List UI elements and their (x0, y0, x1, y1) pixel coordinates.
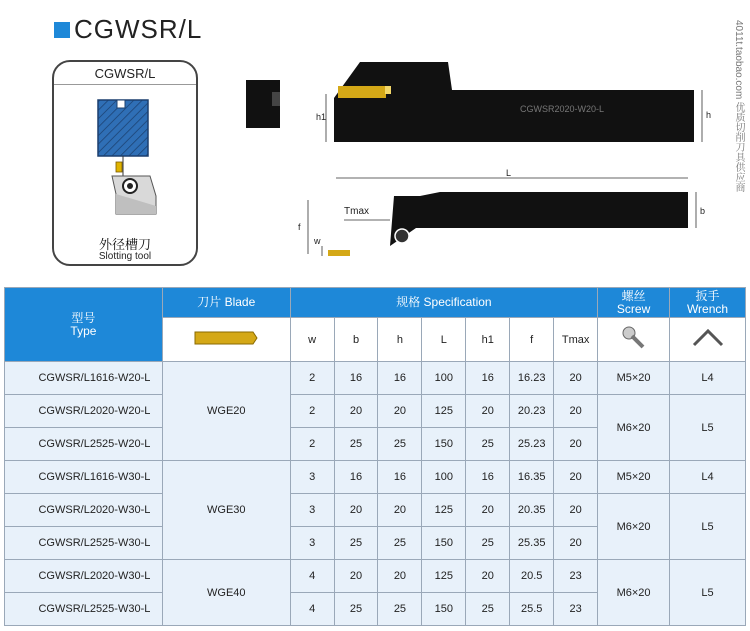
cell-b: 25 (334, 527, 378, 560)
col-header-h1: h1 (466, 318, 510, 362)
wrench-cell: L4 (670, 461, 746, 494)
card-divider (54, 84, 196, 85)
blade-image-cell (162, 318, 290, 362)
dim-w-label: w (314, 236, 321, 246)
table-row (5, 362, 746, 395)
cell-Tmax: 20 (554, 461, 598, 494)
cell-w: 2 (290, 395, 334, 428)
type-header: 型号 Type (5, 288, 163, 362)
screw-cell: M6×20 (598, 560, 670, 626)
cell-h1: 16 (466, 362, 510, 395)
cell-w: 4 (290, 593, 334, 626)
cell-h1: 25 (466, 593, 510, 626)
col-header-L: L (422, 318, 466, 362)
cell-h1: 25 (466, 428, 510, 461)
screw-cell: M6×20 (598, 395, 670, 461)
cell-Tmax: 20 (554, 395, 598, 428)
type-cell: CGWSR/L2020-W20-L (5, 395, 163, 428)
cell-b: 20 (334, 395, 378, 428)
cell-h1: 20 (466, 494, 510, 527)
blade-cell: WGE40 (162, 560, 290, 626)
cell-h: 20 (378, 560, 422, 593)
col-header-f: f (510, 318, 554, 362)
cell-h: 25 (378, 593, 422, 626)
cell-b: 25 (334, 593, 378, 626)
col-header-h: h (378, 318, 422, 362)
blade-cell: WGE20 (162, 362, 290, 461)
cell-h: 25 (378, 527, 422, 560)
wrench-cell: L5 (670, 494, 746, 560)
cell-w: 3 (290, 494, 334, 527)
cell-L: 100 (422, 362, 466, 395)
cell-b: 16 (334, 362, 378, 395)
table-row (5, 560, 746, 593)
cell-L: 150 (422, 593, 466, 626)
title-marker (54, 22, 70, 38)
cell-h: 20 (378, 395, 422, 428)
watermark: 4011t.taobao.com 优质切削刀具供应商 (733, 20, 744, 193)
dim-Tmax-label: Tmax (344, 206, 369, 217)
product-card (52, 60, 198, 266)
dim-b-label: b (700, 206, 706, 216)
cell-L: 125 (422, 560, 466, 593)
holder-side-view (334, 62, 694, 142)
col-header-w: w (290, 318, 334, 362)
cell-Tmax: 23 (554, 560, 598, 593)
holder-engraving: CGWSR2020-W20-L (520, 104, 605, 114)
cell-h1: 20 (466, 560, 510, 593)
card-caption-en: Slotting tool (98, 251, 152, 262)
type-cell: CGWSR/L1616-W20-L (5, 362, 163, 395)
cell-h1: 20 (466, 395, 510, 428)
cell-w: 4 (290, 560, 334, 593)
table-row (5, 494, 746, 527)
screw-cell: M5×20 (598, 362, 670, 395)
type-cell: CGWSR/L2020-W30-L (5, 494, 163, 527)
screw-icon (619, 323, 649, 353)
wrench-cell: L5 (670, 395, 746, 461)
cell-h1: 25 (466, 527, 510, 560)
cell-f: 25.23 (510, 428, 554, 461)
cell-b: 25 (334, 428, 378, 461)
cell-f: 16.35 (510, 461, 554, 494)
cell-Tmax: 20 (554, 428, 598, 461)
cell-b: 20 (334, 560, 378, 593)
dim-h1-label: h1 (316, 112, 327, 122)
cell-h: 25 (378, 428, 422, 461)
table-row (5, 395, 746, 428)
cell-L: 100 (422, 461, 466, 494)
type-cell: CGWSR/L1616-W30-L (5, 461, 163, 494)
col-header-Tmax: Tmax (554, 318, 598, 362)
insert-blade (338, 86, 386, 98)
cell-Tmax: 20 (554, 527, 598, 560)
cell-h: 16 (378, 461, 422, 494)
cell-w: 2 (290, 428, 334, 461)
screw-cell: M5×20 (598, 461, 670, 494)
holder-top-view (390, 192, 688, 246)
cell-w: 3 (290, 461, 334, 494)
cell-f: 20.23 (510, 395, 554, 428)
dim-h-label: h (706, 110, 712, 120)
dim-L-label: L (506, 168, 512, 178)
screw-header: 螺丝 Screw (598, 288, 670, 318)
cell-L: 125 (422, 494, 466, 527)
card-caption-cn: 外径槽刀 (98, 237, 151, 252)
cell-Tmax: 23 (554, 593, 598, 626)
cell-f: 20.35 (510, 494, 554, 527)
screw-cell: M6×20 (598, 494, 670, 560)
cell-w: 2 (290, 362, 334, 395)
cell-L: 125 (422, 395, 466, 428)
spec-header: 规格 Specification (290, 288, 597, 318)
cell-h: 20 (378, 494, 422, 527)
dim-f-label: f (298, 222, 301, 232)
cell-f: 20.5 (510, 560, 554, 593)
cell-h: 16 (378, 362, 422, 395)
card-title: CGWSR/L (94, 66, 156, 81)
col-header-b: b (334, 318, 378, 362)
table-row (5, 461, 746, 494)
blade-header: 刀片 Blade (162, 288, 290, 318)
wrench-image-cell (670, 318, 746, 362)
wrench-header: 扳手 Wrench (670, 288, 746, 318)
slotting-tool-illustration (54, 86, 198, 236)
wrench-cell: L4 (670, 362, 746, 395)
cell-b: 20 (334, 494, 378, 527)
blade-cell: WGE30 (162, 461, 290, 560)
wrench-cell: L5 (670, 560, 746, 626)
type-cell: CGWSR/L2525-W30-L (5, 527, 163, 560)
type-cell: CGWSR/L2020-W30-L (5, 560, 163, 593)
screw-image-cell (598, 318, 670, 362)
blade-insert-icon (191, 328, 261, 348)
cell-h1: 16 (466, 461, 510, 494)
cell-f: 25.35 (510, 527, 554, 560)
cell-Tmax: 20 (554, 362, 598, 395)
wrench-icon (688, 323, 728, 353)
type-cell: CGWSR/L2525-W20-L (5, 428, 163, 461)
cell-b: 16 (334, 461, 378, 494)
page-title: CGWSR/L (74, 14, 203, 44)
cell-L: 150 (422, 527, 466, 560)
cell-L: 150 (422, 428, 466, 461)
cell-f: 16.23 (510, 362, 554, 395)
cell-Tmax: 20 (554, 494, 598, 527)
spec-table (4, 287, 746, 626)
cell-w: 3 (290, 527, 334, 560)
dimension-drawing (230, 50, 730, 260)
type-cell: CGWSR/L2525-W30-L (5, 593, 163, 626)
cell-f: 25.5 (510, 593, 554, 626)
